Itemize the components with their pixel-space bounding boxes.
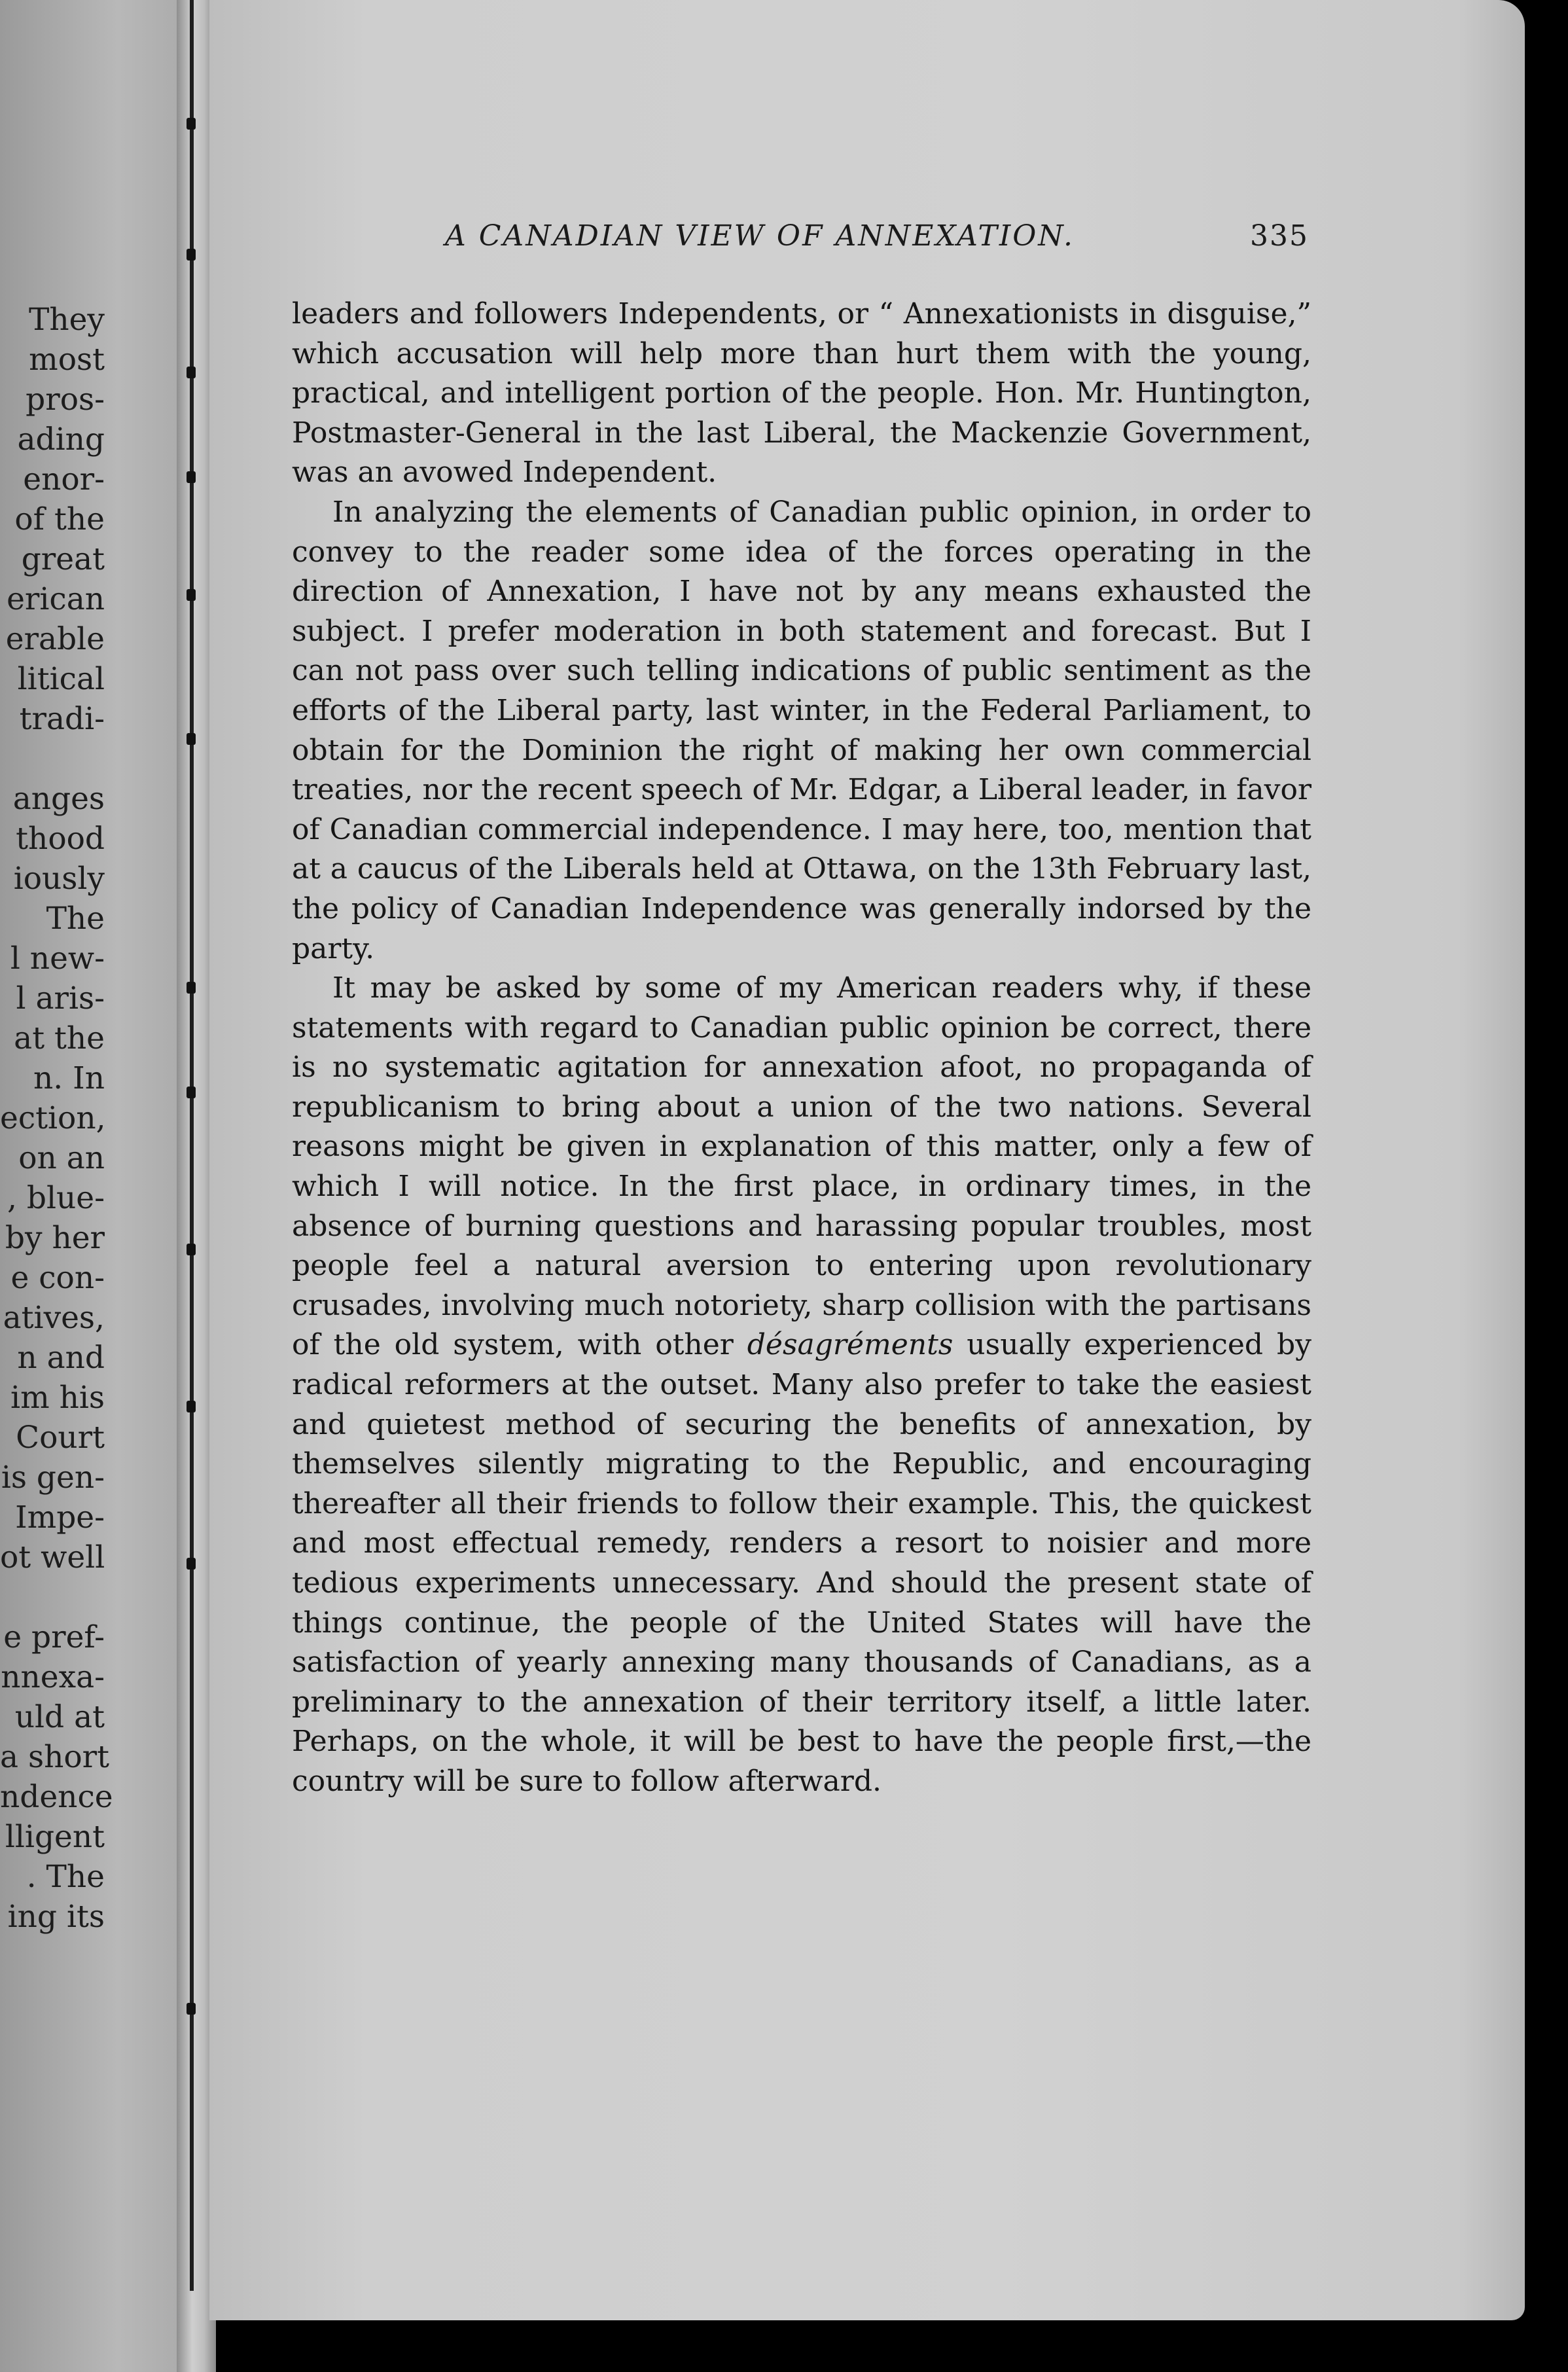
binding-thread-mark bbox=[187, 367, 196, 378]
left-page-fragment: enor- bbox=[23, 461, 105, 497]
binding-thread-mark bbox=[187, 1401, 196, 1412]
left-page-text-fragments bbox=[0, 300, 113, 1937]
paragraph-3-text-after: usually experienced by radical reformers at the outset. Many also prefer to take the easiest and quietest method of securing the benefits of annexation, by themselves silently migrating to the Republic, and encouraging thereafter all their friends to follow their example. This, the quickest and most effectual remedy, renders a resort to noisier and more tedious experiments unnecessary. And should the present state of things continue, the people of the United States will have the satisfaction of yearly annexing many thousands of Canadians, as a preliminary to the annexation of their territory itself, a little later. Perhaps, on the whole, it will be best to have the people first,—the country will be sure to follow afterward. bbox=[292, 1328, 1311, 1798]
left-page-fragment: ection, bbox=[0, 1100, 106, 1136]
left-page-fragment: great bbox=[21, 541, 105, 577]
left-page-fragment: . The bbox=[26, 1859, 105, 1895]
left-page-fragment: ndence bbox=[0, 1779, 113, 1815]
binding-thread-mark bbox=[187, 118, 196, 130]
left-page-fragment: l new- bbox=[10, 941, 105, 977]
paragraph-3-italic-term: désagréments bbox=[747, 1328, 953, 1362]
left-page-fragment: The bbox=[46, 901, 105, 937]
left-page-fragment: tradi- bbox=[19, 701, 105, 737]
binding-thread-mark bbox=[187, 471, 196, 483]
left-page-fragment: e con- bbox=[10, 1260, 105, 1296]
left-page-fragment: e pref- bbox=[3, 1619, 105, 1655]
binding-line bbox=[190, 0, 194, 2291]
binding-thread-mark bbox=[187, 589, 196, 601]
left-page-fragment: They bbox=[29, 302, 105, 338]
left-page-fragment: ading bbox=[17, 422, 105, 458]
running-head-title: A CANADIAN VIEW OF ANNEXATION. bbox=[445, 219, 1075, 253]
binding-thread-mark bbox=[187, 2003, 196, 2015]
left-page-fragment: most bbox=[29, 342, 105, 378]
left-page-fragment: ot well bbox=[0, 1539, 105, 1575]
left-page-fragment: iously bbox=[13, 861, 105, 897]
running-head bbox=[445, 219, 1309, 253]
page-number: 335 bbox=[1250, 219, 1309, 253]
paragraph-3-text-before: It may be asked by some of my American readers why, if these statements with regard to Canadian public opinion be correct, there is no systematic agitation for annexation afoot, no propaganda of republicanism to bring about a union of the two nations. Several reasons might be given in explanation of this matter, only a few of which I will notice. In the first place, in ordinary times, in the absence of burning questions and harassing popular troubles, most people feel a natural aversion to entering upon revolutionary crusades, involving much notoriety, sharp collision with the partisans of the old system, with other bbox=[292, 971, 1311, 1362]
binding-thread-mark bbox=[187, 982, 196, 994]
body-text bbox=[292, 295, 1311, 1802]
left-page-fragment: erable bbox=[5, 621, 105, 657]
left-page-fragment: lligent bbox=[5, 1819, 105, 1855]
left-page-fragment bbox=[0, 1577, 105, 1617]
binding-thread-mark bbox=[187, 1558, 196, 1570]
left-facing-page bbox=[0, 0, 196, 2372]
left-page-fragment: at the bbox=[14, 1020, 105, 1056]
left-page-fragment: is gen- bbox=[1, 1460, 105, 1496]
paragraph-1: leaders and followers Independents, or “ Annexationists in disguise,” which accusation will help more than hurt them with the young, practical, and intelligent portion of the people. Hon. Mr. Huntington, Postmaster-General in the last Liberal, the Mackenzie Government, was an avowed Independent. bbox=[292, 297, 1311, 490]
left-page-fragment bbox=[0, 739, 105, 779]
left-page-fragment: atives, bbox=[3, 1300, 105, 1336]
left-page-fragment: on an bbox=[18, 1140, 105, 1176]
left-page-fragment: Impe- bbox=[15, 1500, 105, 1536]
binding-thread-mark bbox=[187, 1087, 196, 1098]
left-page-fragment: ing its bbox=[7, 1899, 105, 1935]
left-page-fragment: by her bbox=[5, 1220, 105, 1256]
left-page-fragment: litical bbox=[17, 661, 105, 697]
binding-thread-mark bbox=[187, 1244, 196, 1255]
left-page-fragment: of the bbox=[14, 501, 105, 537]
left-page-fragment: anges bbox=[12, 781, 105, 817]
left-page-fragment: , blue- bbox=[7, 1180, 105, 1216]
binding-thread-mark bbox=[187, 733, 196, 745]
left-page-fragment: l aris- bbox=[16, 980, 105, 1016]
paragraph-3 bbox=[292, 969, 1311, 1801]
left-page-fragment: nnexa- bbox=[1, 1659, 105, 1695]
left-page-fragment: thood bbox=[16, 821, 105, 857]
paragraph-2: In analyzing the elements of Canadian public opinion, in order to convey to the reader some idea of the forces operating in the direction of Annexation, I have not by any means exhausted the subject. I prefer moderation in both statement and forecast. But I can not pass over such telling indications of public sentiment as the efforts of the Liberal party, last winter, in the Federal Parliament, to obtain for the Dominion the right of making her own commercial treaties, nor the recent speech of Mr. Edgar, a Liberal leader, in favor of Canadian commercial independence. I may here, too, mention that at a caucus of the Liberals held at Ottawa, on the 13th February last, the policy of Canadian Independence was generally indorsed by the party. bbox=[292, 495, 1311, 965]
left-page-fragment: n and bbox=[17, 1340, 105, 1376]
left-page-fragment: uld at bbox=[14, 1699, 105, 1735]
left-page-fragment: n. In bbox=[33, 1060, 105, 1096]
left-page-fragment: a short bbox=[0, 1739, 110, 1775]
binding-thread-mark bbox=[187, 249, 196, 261]
left-page-fragment: pros- bbox=[26, 382, 105, 418]
left-page-fragment: im his bbox=[10, 1380, 105, 1416]
left-page-fragment: erican bbox=[7, 581, 105, 617]
left-page-fragment: Court bbox=[16, 1420, 105, 1456]
